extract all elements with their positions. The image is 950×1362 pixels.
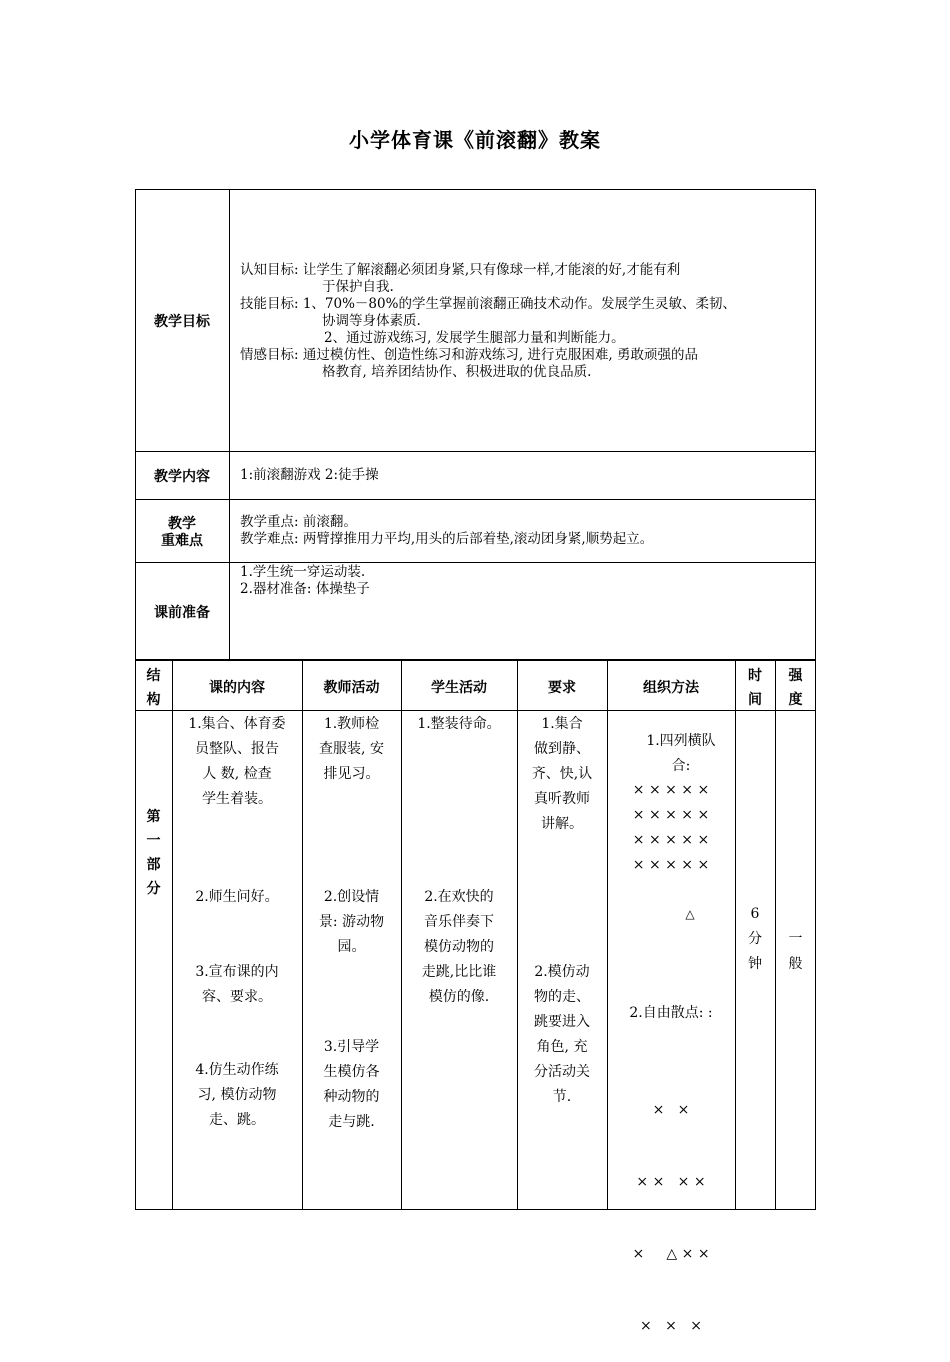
prep-line: 2.器材准备: 体操垫子 (240, 581, 370, 597)
content-item: 4.仿生动作练 习, 模仿动物 走、跳。 (195, 1062, 279, 1128)
header-teacher: 教师活动 (323, 680, 380, 696)
student-item: 2.在欢快的 音乐伴奏下 模仿动物的 走跳,比比谁 模仿的像. (421, 889, 497, 1005)
method-scatter-label: 2.自由散点: : (629, 1005, 713, 1021)
scatter-row: × △ × × (632, 1246, 710, 1262)
content-item: 3.宣布课的内 容、要求。 (195, 964, 279, 1005)
teacher-item: 3.引导学 生模仿各 种动物的 走与跳. (323, 1039, 380, 1130)
part-label: 部 (146, 857, 161, 873)
scatter-row: × × × × (636, 1174, 706, 1190)
header-method: 组织方法 (643, 680, 699, 696)
teacher-position-icon: △ (685, 907, 695, 921)
page-title: 小学体育课《前滚翻》教案 (349, 128, 601, 152)
header-intensity: 度 (788, 692, 803, 708)
objectives-line: 格教育, 培养团结协作、积极进取的优良品质. (322, 364, 592, 380)
objectives-line: 情感目标: 通过模仿性、创造性练习和游戏练习, 进行克服困难, 勇敢顽强的品 (240, 347, 699, 363)
part-label: 分 (146, 881, 161, 897)
prep-line: 1.学生统一穿运动装. (240, 564, 366, 580)
header-intensity: 强 (788, 668, 803, 684)
header-divider (135, 710, 816, 711)
require-item: 2.模仿动 物的走、 跳要进入 角色, 充 分活动关 节. (534, 964, 590, 1105)
part-label: 第 (146, 809, 161, 825)
keypoints-label: 重难点 (161, 533, 203, 549)
keypoints-line: 教学重点: 前滚翻。 (240, 514, 357, 530)
formation-row: × × × × × (632, 782, 710, 798)
objectives-line: 2、通过游戏练习, 发展学生腿部力量和判断能力。 (324, 330, 625, 346)
student-item: 1.整装待命。 (417, 716, 501, 732)
scatter-grid (607, 1050, 735, 1362)
header-structure: 构 (146, 692, 161, 708)
formation-row: × × × × × (632, 807, 710, 823)
content-item: 1.集合、体育委 员整队、报告 人 数, 检查 学生着装。 (188, 716, 286, 807)
content-text: 1:前滚翻游戏 2:徒手操 (240, 467, 379, 483)
intensity-value: 一 般 (788, 931, 803, 972)
header-time: 间 (748, 692, 762, 708)
objectives-line: 认知目标: 让学生了解滚翻必须团身紧,只有像球一样,才能滚的好,才能有利 (240, 262, 681, 278)
formation-row: × × × × × (632, 857, 710, 873)
scatter-row: × × (652, 1102, 690, 1118)
keypoints-label: 教学 (168, 516, 196, 532)
header-student: 学生活动 (431, 680, 487, 696)
header-structure: 结 (146, 668, 161, 684)
objectives-line: 于保护自我. (322, 279, 394, 295)
content-item: 2.师生问好。 (195, 889, 279, 905)
scatter-row: × × × (640, 1318, 702, 1334)
row-divider (135, 451, 816, 452)
teacher-item: 1.教师检 查服装, 安 排见习。 (319, 716, 384, 782)
time-value: 6 分 钟 (748, 906, 762, 972)
require-item: 1.集合 做到静、 齐、快,认 真听教师 讲解。 (531, 716, 593, 832)
header-content: 课的内容 (209, 680, 265, 696)
part-label: 一 (146, 833, 161, 849)
row-divider (135, 562, 816, 563)
prep-label: 课前准备 (154, 605, 210, 621)
info-table (135, 189, 816, 660)
header-require: 要求 (548, 680, 576, 696)
keypoints-line: 教学难点: 两臂撑推用力平均,用头的后部着垫,滚动团身紧,顺势起立。 (240, 531, 654, 547)
objectives-label: 教学目标 (154, 314, 210, 330)
row-divider (135, 499, 816, 500)
teacher-item: 2.创设情 景: 游动物 园。 (318, 889, 385, 955)
objectives-line: 协调等身体素质. (322, 313, 421, 329)
formation-grid (607, 778, 735, 878)
formation-row: × × × × × (632, 832, 710, 848)
objectives-line: 技能目标: 1、70%－80%的学生掌握前滚翻正确技术动作。发展学生灵敏、柔韧、 (240, 296, 736, 312)
content-label: 教学内容 (154, 469, 210, 485)
info-divider (229, 189, 230, 660)
method-formation-label: 1.四列横队 合: (646, 733, 716, 774)
header-time: 时 (748, 668, 762, 684)
